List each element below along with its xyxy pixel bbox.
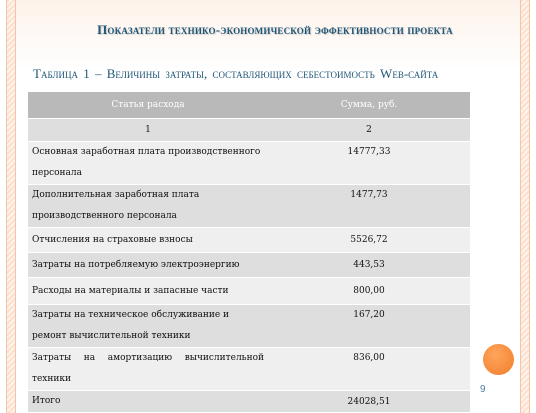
- expense-name: Затраты на потребляемую электроэнергию: [28, 253, 268, 278]
- right-decorative-border: [520, 0, 530, 413]
- total-label: Итого: [28, 391, 268, 413]
- numbering-row: [28, 119, 470, 142]
- table-row: [28, 185, 470, 228]
- table-row: [28, 253, 470, 278]
- table-row: [28, 228, 470, 253]
- expense-name: Затраты на амортизацию вычислительной техники: [28, 348, 268, 391]
- expense-name: Основная заработная плата производственного персонала: [28, 142, 268, 185]
- table-row: [28, 348, 470, 391]
- orange-circle-decoration: [483, 344, 514, 375]
- expense-value: 800,00: [268, 278, 470, 305]
- left-decorative-border: [6, 0, 16, 413]
- table-header-row: [28, 92, 470, 119]
- expense-value: 167,20: [268, 305, 470, 348]
- expense-value: 14777,33: [268, 142, 470, 185]
- table-caption: Таблица 1 – Величины затраты, составляющих себестоимость Web-сайта: [33, 66, 439, 81]
- expense-value: 5526,72: [268, 228, 470, 253]
- header-expense-item: Статья расхода: [28, 92, 268, 119]
- table-row: [28, 305, 470, 348]
- expense-name: Дополнительная заработная плата производственного персонала: [28, 185, 268, 228]
- numbering-cell: 2: [268, 119, 470, 142]
- slide-title: Показатели технико-экономической эффективности проекта: [97, 22, 453, 37]
- total-row: [28, 391, 470, 413]
- table-row: [28, 142, 470, 185]
- header-amount: Сумма, руб.: [268, 92, 470, 119]
- expense-value: 1477,73: [268, 185, 470, 228]
- expense-name: Затраты на техническое обслуживание и ремонт вычислительной техники: [28, 305, 268, 348]
- expense-name: Отчисления на страховые взносы: [28, 228, 268, 253]
- expense-value: 836,00: [268, 348, 470, 391]
- cost-table: [28, 92, 470, 412]
- numbering-cell: 1: [28, 119, 268, 142]
- page-number: 9: [480, 384, 486, 395]
- expense-name: Расходы на материалы и запасные части: [28, 278, 268, 305]
- total-value: 24028,51: [268, 391, 470, 413]
- table-row: [28, 278, 470, 305]
- expense-value: 443,53: [268, 253, 470, 278]
